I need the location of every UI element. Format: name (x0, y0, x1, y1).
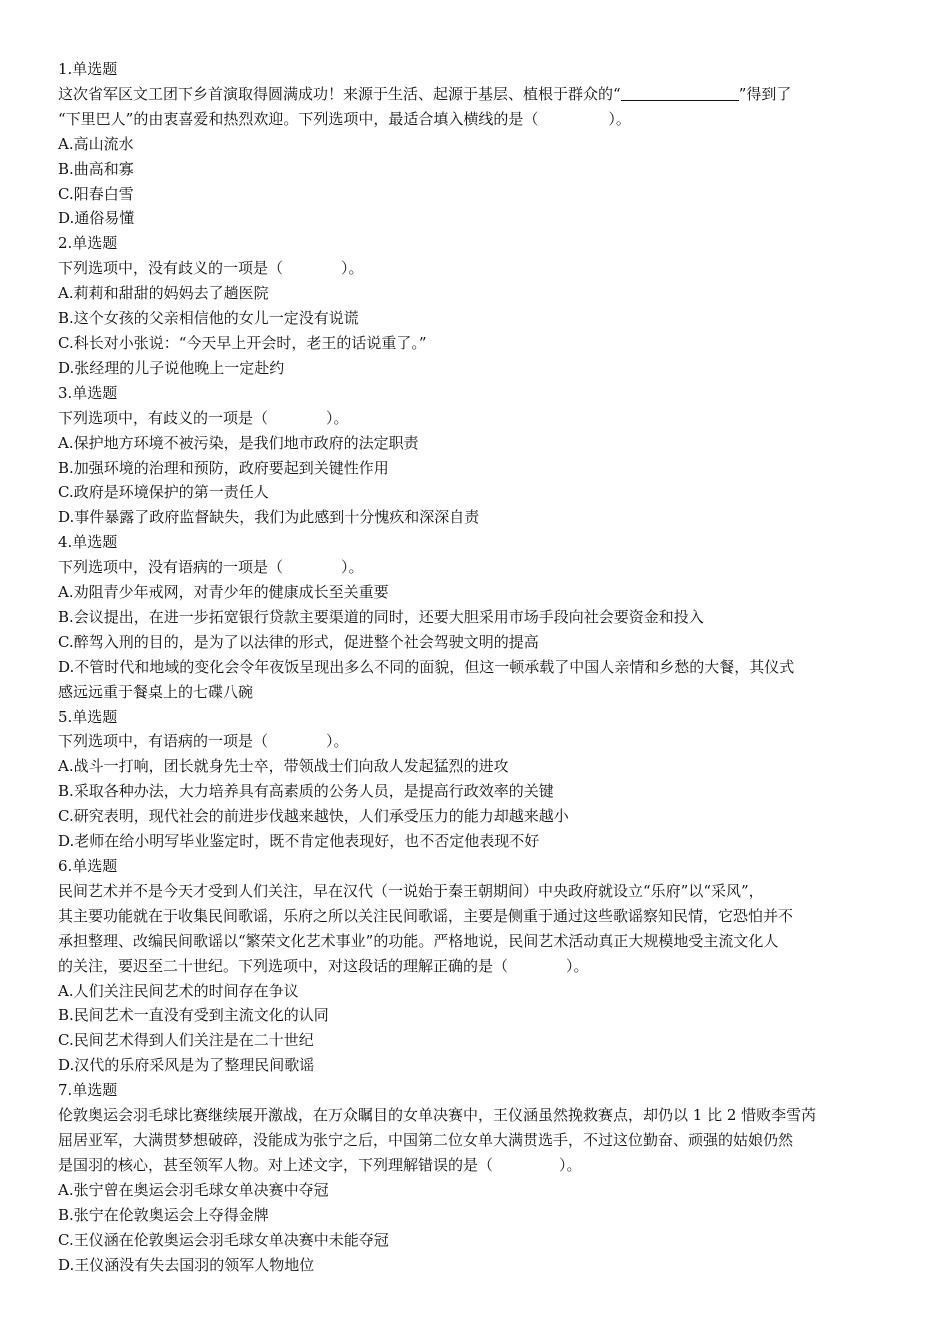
question-stem: 下列选项中，没有歧义的一项是（ ）。 (58, 259, 364, 278)
question-stem: 下列选项中，没有语病的一项是（ ）。 (58, 558, 364, 577)
question-stem: 承担整理、改编民间歌谣以“繁荣文化艺术事业”的功能。严格地说，民间艺术活动真正大规模地受主流文化人 (58, 931, 779, 950)
option: D.不管时代和地域的变化会令年夜饭呈现出多么不同的面貌，但这一顿承载了中国人亲情和乡愁的大餐，其仪式 (58, 657, 795, 676)
option: D.老师在给小明写毕业鉴定时，既不肯定他表现好，也不否定他表现不好 (58, 832, 540, 851)
question-stem: 这次省军区文工团下乡首演取得圆满成功！来源于生活、起源于基层、植根于群众的“ ”得到了 (58, 84, 792, 103)
question-stem: 民间艺术并不是今天才受到人们关注，早在汉代（一说始于秦王朝期间）中央政府就设立“乐府”以“采风”， (58, 881, 764, 900)
option: B.会议提出，在进一步拓宽银行贷款主要渠道的同时，还要大胆采用市场手段向社会要资金和投入 (58, 607, 704, 626)
question-5 (58, 705, 894, 854)
option: A.张宁曾在奥运会羽毛球女单决赛中夺冠 (58, 1180, 329, 1199)
option: D.王仪涵没有失去国羽的领军人物地位 (58, 1255, 315, 1274)
option: A.战斗一打响，团长就身先士卒，带领战士们向敌人发起猛烈的进攻 (58, 757, 509, 776)
option: C.民间艺术得到人们关注是在二十世纪 (58, 1031, 314, 1050)
question-4 (58, 530, 894, 704)
option: B.采取各种办法，大力培养具有高素质的公务人员，是提高行政效率的关键 (58, 782, 554, 801)
option: A.高山流水 (58, 134, 134, 153)
question-header: 3.单选题 (58, 383, 118, 402)
question-stem: 伦敦奥运会羽毛球比赛继续展开激战，在万众瞩目的女单决赛中，王仪涵虽然挽救赛点，却仍以 1 比 2 惜败李雪芮 (58, 1106, 817, 1125)
question-2 (58, 231, 894, 380)
question-header: 2.单选题 (58, 234, 118, 253)
question-stem: 屈居亚军，大满贯梦想破碎，没能成为张宁之后，中国第二位女单大满贯选手，不过这位勤奋、顽强的姑娘仍然 (58, 1130, 794, 1149)
question-stem: 下列选项中，有语病的一项是（ ）。 (58, 732, 349, 751)
option: A.莉莉和甜甜的妈妈去了趟医院 (58, 284, 269, 303)
question-document (58, 57, 894, 1277)
option: C.王仪涵在伦敦奥运会羽毛球女单决赛中未能夺冠 (58, 1230, 389, 1249)
question-stem: 是国羽的核心，甚至领军人物。对上述文字，下列理解错误的是（ ）。 (58, 1155, 582, 1174)
option: C.科长对小张说：“今天早上开会时，老王的话说重了。” (58, 333, 427, 352)
fill-blank (621, 84, 739, 101)
question-header: 7.单选题 (58, 1081, 118, 1100)
option: C.政府是环境保护的第一责任人 (58, 483, 269, 502)
option: C.研究表明，现代社会的前进步伐越来越快，人们承受压力的能力却越来越小 (58, 807, 569, 826)
option: B.加强环境的治理和预防，政府要起到关键性作用 (58, 458, 389, 477)
option: C.阳春白雪 (58, 184, 134, 203)
option: D.汉代的乐府采风是为了整理民间歌谣 (58, 1056, 315, 1075)
question-stem: 下列选项中，有歧义的一项是（ ）。 (58, 408, 349, 427)
question-stem: 其主要功能就在于收集民间歌谣，乐府之所以关注民间歌谣，主要是侧重于通过这些歌谣察知民情，它恐怕并不 (58, 906, 794, 925)
option: B.这个女孩的父亲相信他的女儿一定没有说谎 (58, 309, 359, 328)
option: A.人们关注民间艺术的时间存在争议 (58, 981, 299, 1000)
question-3 (58, 381, 894, 530)
option: B.民间艺术一直没有受到主流文化的认同 (58, 1006, 329, 1025)
option: C.醉驾入刑的目的，是为了以法律的形式，促进整个社会驾驶文明的提高 (58, 632, 539, 651)
question-header: 6.单选题 (58, 857, 118, 875)
option-continuation: 感远远重于餐桌上的七碟八碗 (58, 682, 254, 701)
question-header: 1.单选题 (58, 60, 118, 78)
option: D.事件暴露了政府监督缺失，我们为此感到十分愧疚和深深自责 (58, 508, 480, 527)
question-stem: “下里巴人”的由衷喜爱和热烈欢迎。下列选项中，最适合填入横线的是（ ）。 (58, 109, 631, 128)
question-1 (58, 57, 894, 231)
question-7 (58, 1078, 894, 1277)
question-6 (58, 854, 894, 1078)
question-header: 5.单选题 (58, 707, 118, 726)
question-header: 4.单选题 (58, 533, 118, 552)
option: B.曲高和寡 (58, 159, 134, 178)
option: A.劝阻青少年戒网，对青少年的健康成长至关重要 (58, 583, 389, 602)
option: D.通俗易懂 (58, 209, 135, 228)
option: B.张宁在伦敦奥运会上夺得金牌 (58, 1205, 269, 1224)
option: A.保护地方环境不被污染，是我们地市政府的法定职责 (58, 433, 419, 452)
option: D.张经理的儿子说他晚上一定赴约 (58, 358, 285, 377)
question-stem: 的关注，要迟至二十世纪。下列选项中，对这段话的理解正确的是（ ）。 (58, 956, 589, 975)
